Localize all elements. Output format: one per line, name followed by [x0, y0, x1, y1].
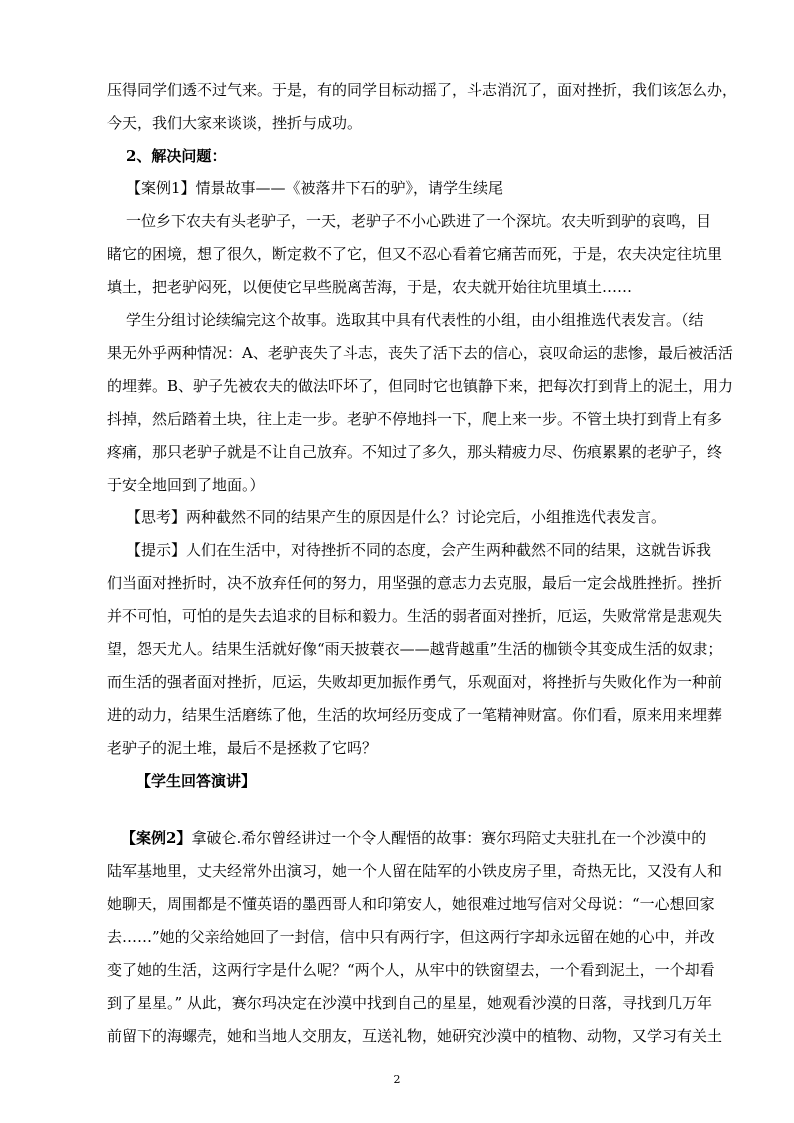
paragraph-line: 她聊天，周围都是不懂英语的墨西哥人和印第安人，她很难过地写信对父母说：“一心想回家	[107, 895, 715, 913]
paragraph-line: 变了她的生活，这两行字是什么呢？“两个人，从牢中的铁窗望去，一个看到泥土，一个却看	[107, 961, 715, 979]
paragraph-line: 到了星星。” 从此，赛尔玛决定在沙漠中找到自己的星星，她观看沙漠的日落，寻找到几万年	[107, 994, 712, 1012]
thinking-line: 【思考】两种截然不同的结果产生的原因是什么？讨论完后，小组推选代表发言。	[126, 508, 667, 526]
paragraph-line: 陆军基地里，丈夫经常外出演习，她一个人留在陆军的小铁皮房子里，奇热无比，又没有人和	[107, 862, 723, 880]
paragraph-line: 今天，我们大家来谈谈，挫折与成功。	[107, 114, 363, 132]
paragraph-line: 于安全地回到了地面。）	[107, 476, 265, 494]
case-heading: 【案例1】情景故事——《被落井下石的驴》，请学生续尾	[126, 179, 504, 197]
paragraph-line: 们当面对挫折时，决不放弃任何的努力，用坚强的意志力去克服，最后一定会战胜挫折。挫折	[107, 574, 723, 592]
student-speech-heading: 【学生回答演讲】	[136, 772, 257, 790]
paragraph-line: 望，怨天尤人。结果生活就好像“雨天披蓑衣——越背越重”生活的枷锁令其变成生活的奴隶；	[107, 640, 723, 658]
paragraph-line: 果无外乎两种情况：A、老驴丧失了斗志，丧失了活下去的信心，哀叹命运的悲惨，最后被活活	[107, 344, 733, 362]
case2-label: 【案例2】	[121, 829, 192, 847]
case2-text: 拿破仑.希尔曾经讲过一个令人醒悟的故事：赛尔玛陪丈夫驻扎在一个沙漠中的	[191, 829, 707, 847]
case2-first-line	[121, 828, 706, 848]
paragraph-line: 睹它的困境，想了很久，断定救不了它，但又不忍心看着它痛苦而死，于是，农夫决定往坑里	[107, 245, 723, 263]
paragraph-line: 去……”她的父亲给她回了一封信，信中只有两行字，但这两行字却永远留在她的心中，并改	[107, 928, 715, 946]
paragraph-line: 老驴子的泥土堆，最后不是拯救了它吗？	[107, 739, 378, 757]
paragraph-line: 填土，把老驴闷死，以便使它早些脱离苦海，于是，农夫就开始往坑里填土……	[107, 278, 633, 296]
paragraph-line: 并不可怕，可怕的是失去追求的目标和毅力。生活的弱者面对挫折，厄运，失败常常是悲观失	[107, 607, 723, 625]
hint-line: 【提示】人们在生活中，对待挫折不同的态度，会产生两种截然不同的结果，这就告诉我	[126, 541, 712, 559]
section-heading: 2、解决问题：	[126, 147, 227, 165]
paragraph-line: 学生分组讨论续编完这个故事。选取其中具有代表性的小组，由小组推选代表发言。（结	[126, 311, 704, 329]
paragraph-line: 疼痛，那只老驴子就是不让自己放弃。不知过了多久，那头精疲力尽、伤痕累累的老驴子，终	[107, 443, 723, 461]
paragraph-line: 前留下的海螺壳，她和当地人交朋友，互送礼物，她研究沙漠中的植物、动物，又学习有关土	[107, 1027, 723, 1045]
paragraph-line: 的埋葬。B、驴子先被农夫的做法吓坏了，但同时它也镇静下来，把每次打到背上的泥土，用力	[107, 377, 734, 395]
paragraph-line: 而生活的强者面对挫折，厄运，失败却更加振作勇气，乐观面对，将挫折与失败化作为一种前	[107, 673, 723, 691]
paragraph-line: 进的动力，结果生活磨练了他，生活的坎坷经历变成了一笔精神财富。你们看，原来用来埋葬	[107, 706, 723, 724]
paragraph-line: 一位乡下农夫有头老驴子，一天，老驴子不小心跌进了一个深坑。农夫听到驴的哀鸣，目	[126, 212, 712, 230]
page-number: 2	[393, 1073, 401, 1086]
paragraph-line: 压得同学们透不过气来。于是，有的同学目标动摇了，斗志消沉了，面对挫折，我们该怎么办，	[107, 81, 738, 99]
paragraph-line: 抖掉，然后踏着土块，往上走一步。老驴不停地抖一下，爬上来一步。不管土块打到背上有多	[107, 410, 723, 428]
